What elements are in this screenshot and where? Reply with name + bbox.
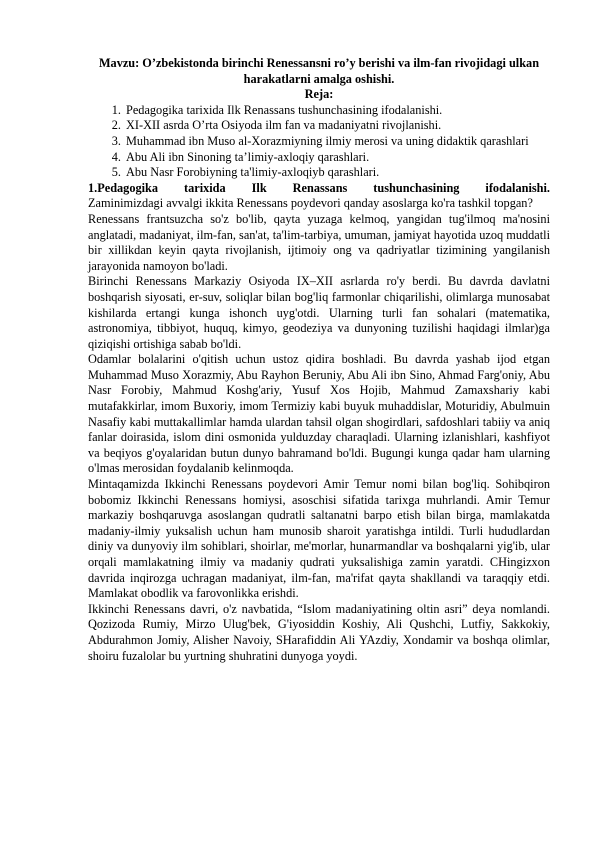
document-title: Mavzu: O’zbekistonda birinchi Renessansni ro’y berishi va ilm-fan rivojidagi ulkan harakatlarni amalga oshishi. <box>98 56 540 86</box>
document-page <box>88 56 550 664</box>
plan-item: 2. XI-XII asrda O’rta Osiyoda ilm fan va madaniyatni rivojlanishi. <box>124 118 550 134</box>
plan-item: 3. Muhammad ibn Muso al-Xorazmiyning ilmiy merosi va uning didaktik qarashlari <box>124 134 550 150</box>
section-intro-question: Zaminimizdagi avvalgi ikkita Renessans poydevori qanday asoslarga ko'ra tashkil topgan? <box>88 196 533 211</box>
plan-item: 1. Pedagogika tarixida Ilk Renassans tushunchasining ifodalanishi. <box>124 103 550 119</box>
plan-heading: Reja: <box>304 87 334 102</box>
body-paragraph: Odamlar bolalarini o'qitish uchun ustoz qidira boshladi. Bu davrda yashab ijod etgan Muhammad Muso Xorazmiy, Abu Rayhon Beruniy, Abu Ali ibn Sino, Ahmad Farg'oniy, Abu Nasr Forobiy, Mahmud Koshg'ariy, Yusuf Xos Hojib, Mahmud Zamaxshariy kabi mutafakkirlar, imom Buxoriy, imom Termiziy kabi buyuk muhaddislar, Moturidiy, Abulmuin Nasafiy kabi muttakallimlar hamda ulardan tahsil olgan shogirdlari, safdoshlari tabiiy va aniq fanlar doirasida, islom dini osmonida yulduzday charaqladi. Ularning izlanishlari, kashfiyot va beqiyos g'oyalaridan butun dunyo bahramand bo'ldi. Bugungi kunga qadar ham ularning o'lmas merosidan foydalanib kelinmoqda. <box>88 352 550 476</box>
body-paragraph: Renessans frantsuzcha so'z bo'lib, qayta yuzaga kelmoq, yangidan tug'ilmoq ma'nosini anglatadi, madaniyat, ilm-fan, san'at, ta'lim-tarbiya, umuman, jamiyat hayotida uzoq muddatli bir xillikdan keyin qayta rivojlanish, ijtimoiy ong va qadriyatlar tizimining yangilanish jarayonida namoyon bo'ladi. <box>88 211 550 273</box>
body-paragraph: Mintaqamizda Ikkinchi Renessans poydevori Amir Temur nomi bilan bog'liq. Sohibqiron bobomiz Ikkinchi Renessans homiysi, asoschisi sifatida tarixga muhrlandi. Amir Temur markaziy boshqaruvga asoslangan qudratli saltanatni barpo etish bilan birga, mamlakatda madaniy-ilmiy yuksalish uchun ham munosib sharoit yaratishga intildi. Turli hududlardan diniy va dunyoviy ilm sohiblari, shoirlar, me'morlar, hunarmandlar va boshqalarni yig'ib, ular orqali mamlakatning ilmiy va madaniy qudrati yuksalishiga zamin yaratdi. CHingizxon davrida inqirozga uchragan madaniyat, ilm-fan, ma'rifat qayta shakllandi va taraqqiy etdi. Mamlakat obodlik va farovonlikka erishdi. <box>88 477 550 601</box>
plan-list <box>88 103 550 181</box>
body-paragraph: Birinchi Renessans Markaziy Osiyoda IX–XII asrlarda ro'y berdi. Bu davrda davlatni boshqarish siyosati, er-suv, soliqlar bilan bog'liq farmonlar chiqarilishi, olimlarga munosabat kishilarda ertangi kunga ishonch uyg'otdi. Ularning turli fan sohalari (matematika, astronomiya, tibbiyot, huquq, kimyo, geodeziya va dunyoning tuzilishi haqidagi ilmlar)ga qiziqishi ortishiga sabab bo'ldi. <box>88 274 550 351</box>
section-heading: 1.Pedagogika tarixida Ilk Renassans tushunchasining ifodalanishi. <box>88 180 550 195</box>
plan-item: 5. Abu Nasr Forobiyning ta'limiy-axloqiyb qarashlari. <box>124 165 550 181</box>
plan-item: 4. Abu Ali ibn Sinoning ta’limiy-axloqiy qarashlari. <box>124 150 550 166</box>
body-paragraph: Ikkinchi Renessans davri, o'z navbatida, “Islom madaniyatining oltin asri” deya nomlandi. Qozizoda Rumiy, Mirzo Ulug'bek, G'iyosiddin Koshiy, Ali Qushchi, Lutfiy, Sakkokiy, Abdurahmon Jomiy, Alisher Navoiy, SHarafiddin Ali YAzdiy, Xondamir va boshqa olimlar, shoiru fuzalolar bu yurtning shuhratini dunyoga yoydi. <box>88 601 550 663</box>
